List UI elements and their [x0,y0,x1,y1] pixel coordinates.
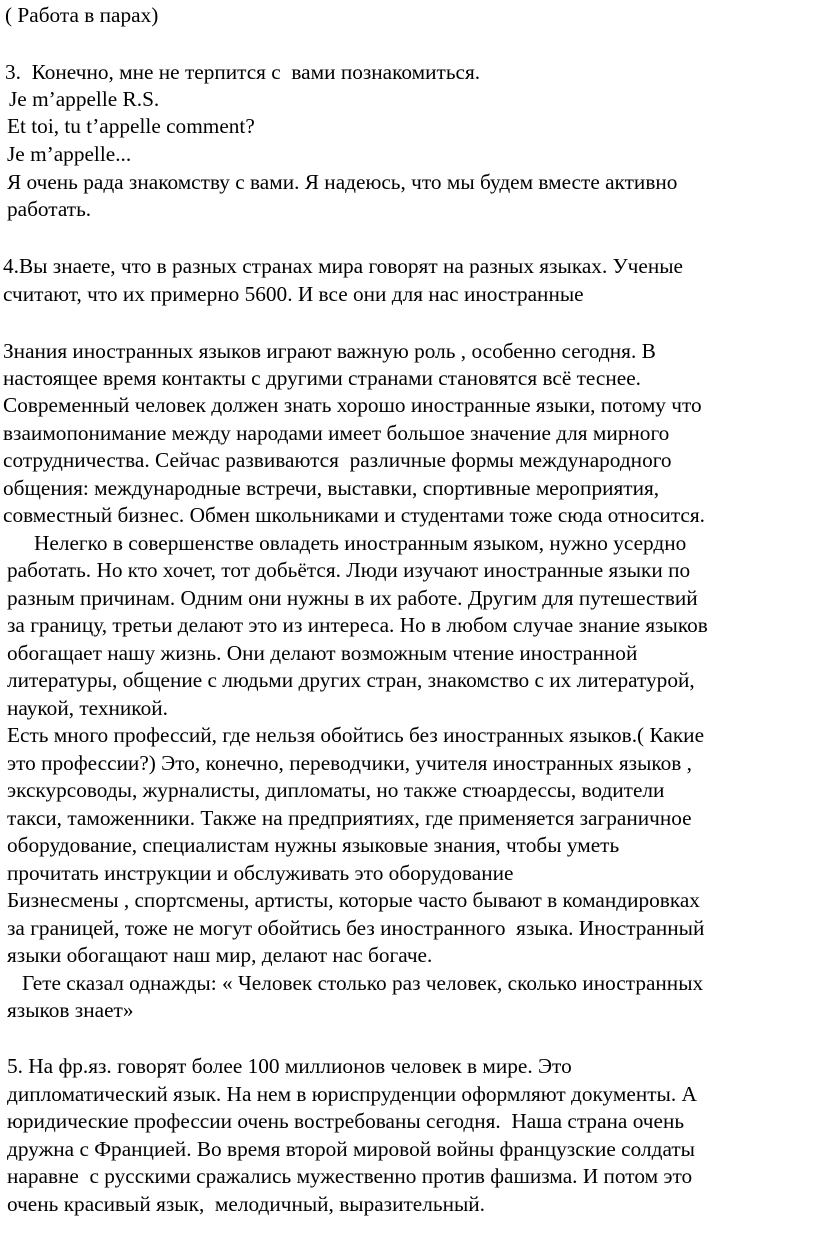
text-line-section-label: ( Работа в парах) [5,3,159,27]
text-line-quote: языков знает» [7,998,134,1022]
text-line: Je m’appelle R.S. [9,87,160,111]
text-line: наравне с русскими сражались мужественно против фашизма. И потом это [7,1164,693,1188]
text-line: Современный человек должен знать хорошо иностранные языки, потому что [3,393,702,417]
text-line: совместный бизнес. Обмен школьниками и студентами тоже сюда относится. [3,503,705,527]
text-line: наукой, техникой. [7,696,168,720]
text-line: экскурсоводы, журналисты, дипломаты, но также стюардессы, водители [7,778,665,802]
text-line: общения: международные встречи, выставки, спортивные мероприятия, [3,476,660,500]
text-line: Je m’appelle... [7,142,132,166]
text-line: Et toi, tu t’appelle comment? [7,114,255,138]
text-line: работать. [7,197,92,221]
text-line: дружна с Францией. Во время второй мировой войны французские солдаты [7,1137,695,1161]
text-line: это профессии?) Это, конечно, переводчики, учителя иностранных языков , [7,751,693,775]
text-line: очень красивый язык, мелодичный, выразительный. [7,1192,486,1216]
text-line: прочитать инструкции и обслуживать это оборудование [7,861,514,885]
text-line: Есть много профессий, где нельзя обойтись без иностранных языков.( Какие [7,723,705,747]
text-line: настоящее время контакты с другими странами становятся всё теснее. [3,366,641,390]
text-line: Я очень рада знакомству с вами. Я надеюсь, что мы будем вместе активно [7,170,678,194]
text-line-point-3: 3. Конечно, мне не терпится с вами познакомиться. [5,60,481,84]
text-line: дипломатический язык. На нем в юриспруденции оформляют документы. А [7,1082,697,1106]
text-line-quote: Гете сказал однажды: « Человек столько раз человек, сколько иностранных [22,971,704,995]
text-line: оборудование, специалистам нужны языковые знания, чтобы уметь [7,833,620,857]
text-line-point-5: 5. На фр.яз. говорят более 100 миллионов человек в мире. Это [7,1054,572,1078]
text-line: такси, таможенники. Также на предприятиях, где применяется заграничное [7,806,692,830]
text-line: за границу, третьи делают это из интереса. Но в любом случае знание языков [7,613,708,637]
text-line-point-4: 4.Вы знаете, что в разных странах мира говорят на разных языках. Ученые [3,254,684,278]
text-line: за границей, тоже не могут обойтись без иностранного языка. Иностранный [7,916,705,940]
text-line: Бизнесмены , спортсмены, артисты, которые часто бывают в командировках [7,888,700,912]
text-line: языки обогащают наш мир, делают нас богаче. [7,943,433,967]
text-line: работать. Но кто хочет, тот добьётся. Люди изучают иностранные языки по [7,558,691,582]
text-line: сотрудничества. Сейчас развиваются различные формы международного [3,448,672,472]
text-line: литературы, общение с людьми других стран, знакомство с их литературой, [7,668,695,692]
text-line: разным причинам. Одним они нужны в их работе. Другим для путешествий [7,586,698,610]
text-line: обогащает нашу жизнь. Они делают возможным чтение иностранной [7,641,638,665]
text-line: считают, что их примерно 5600. И все они для нас иностранные [3,282,584,306]
text-line: юридические профессии очень востребованы сегодня. Наша страна очень [7,1109,685,1133]
text-line: Нелегко в совершенстве овладеть иностранным языком, нужно усердно [34,531,687,555]
text-line: Знания иностранных языков играют важную роль , особенно сегодня. В [3,339,656,363]
text-line: взаимопонимание между народами имеет большое значение для мирного [3,421,670,445]
